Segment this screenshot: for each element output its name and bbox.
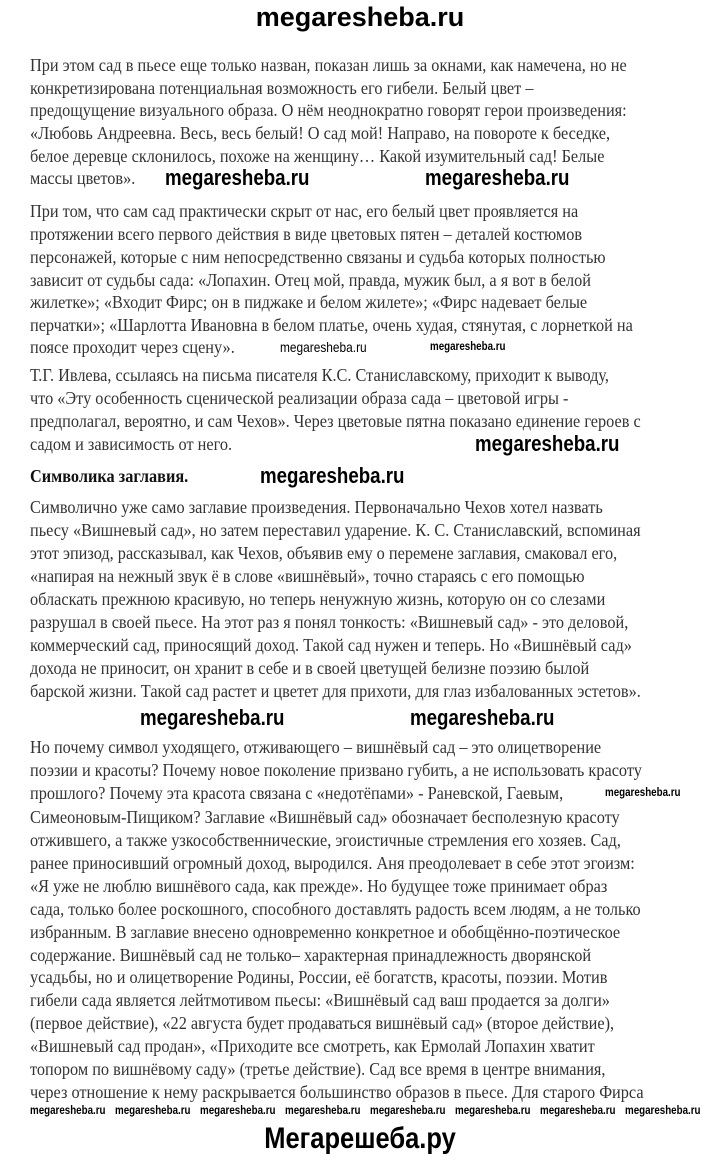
text-line: Но почему символ уходящего, отживающего – вишнёвый сад – это олицетворение xyxy=(30,737,602,757)
watermark: megaresheba.ru xyxy=(115,1105,191,1117)
text-line: (первое действие), «22 августа будет продаваться вишнёвый сад» (второе действие), xyxy=(30,1013,615,1033)
text-line: усадьбы, но и олицетворение Родины, России, её богатств, красоты, поэзии. Мотив xyxy=(30,967,608,987)
watermark: megaresheba.ru xyxy=(165,165,310,190)
text-line: что «Эту особенность сценической реализации образа сада – цветовой игры - xyxy=(30,388,569,408)
text-line: массы цветов». xyxy=(30,168,136,188)
text-line: жилетке»; «Входит Фирс; он в пиджаке и белом жилете»; «Фирс надевает белые xyxy=(30,292,588,312)
text-line: гибели сада является лейтмотивом пьесы: «Вишнёвый сад ваш продается за долги» xyxy=(30,990,610,1010)
watermark: megaresheba.ru xyxy=(140,705,285,730)
text-line: через отношение к нему раскрывается большинство образов в пьесе. Для старого Фирса xyxy=(30,1082,644,1102)
text-line: содержание. Вишнёвый сад не только– характерная принадлежность дворянской xyxy=(30,945,592,965)
text-line: избранным. В заглавие внесено одновременно конкретное и обобщённо-поэтическое xyxy=(30,922,621,942)
text-line: топором по вишнёвому саду» (третье действие). Сад все время в центре внимания, xyxy=(30,1059,606,1079)
watermark: megaresheba.ru xyxy=(280,339,367,355)
text-line: сада, только более роскошного, способного доставлять радость всем людям, а не только xyxy=(30,899,641,919)
site-title: megaresheba.ru xyxy=(255,2,465,32)
text-line: пьесу «Вишневый сад», но затем переставил ударение. К. С. Станиславский, вспоминая xyxy=(30,520,641,540)
text-line: Симеоновым-Пищиком? Заглавие «Вишнёвый сад» обозначает бесполезную красоту xyxy=(30,807,620,827)
text-line: дохода не приносит, он хранит в себе и в своей цветущей белизне поэзию былой xyxy=(30,658,590,678)
text-line: прошлого? Почему эта красота связана с «недотёпами» - Раневской, Гаевым, xyxy=(30,783,564,803)
text-line: коммерческий сад, приносящий доход. Такой сад нужен и теперь. Но «Вишнёвый сад» xyxy=(30,635,632,655)
text-line: перчатки»; «Шарлотта Ивановна в белом платье, очень худая, стянутая, с лорнеткой на xyxy=(30,315,633,335)
text-line: При том, что сам сад практически скрыт от нас, его белый цвет проявляется на xyxy=(30,201,579,221)
text-line: «Любовь Андреевна. Весь, весь белый! О сад мой! Направо, на повороте к беседке, xyxy=(30,123,611,143)
text-line: «Я уже не люблю вишнёвого сада, как прежде». Но будущее тоже принимает образ xyxy=(30,876,608,896)
text-line: садом и зависимость от него. xyxy=(30,434,233,454)
text-line: поэзии и красоты? Почему новое поколение призвано губить, а не использовать красоту xyxy=(30,760,642,780)
text-line: Т.Г. Ивлева, ссылаясь на письма писателя К.С. Станиславскому, приходит к выводу, xyxy=(30,365,609,385)
watermark: megaresheba.ru xyxy=(260,463,405,488)
watermark: megaresheba.ru xyxy=(410,705,555,730)
section-heading: Символика заглавия. xyxy=(30,466,189,486)
text-line: «Вишневый сад продан», «Приходите все смотреть, как Ермолай Лопахин хватит xyxy=(30,1036,595,1056)
text-line: белое деревце склонилось, похоже на женщину… Какой изумительный сад! Белые xyxy=(30,146,605,166)
watermark: megaresheba.ru xyxy=(200,1105,276,1117)
text-line: персонажей, которые с ним непосредственно связаны и судьба которых полностью xyxy=(30,247,606,267)
text-line: обласкать прежнюю красивую, но теперь ненужную жизнь, которую он со слезами xyxy=(30,589,606,609)
text-line: протяжении всего первого действия в виде цветовых пятен – деталей костюмов xyxy=(30,224,583,244)
text-line: поясе проходит через сцену». xyxy=(30,337,235,357)
text-line: конкретизирована потенциальная возможность его гибели. Белый цвет – xyxy=(30,78,534,98)
watermark: megaresheba.ru xyxy=(540,1105,616,1117)
text-line: зависит от судьбы сада: «Лопахин. Отец мой, правда, мужик был, а я вот в белой xyxy=(30,270,591,290)
watermark: megaresheba.ru xyxy=(625,1105,701,1117)
text-line: При этом сад в пьесе еще только назван, показан лишь за окнами, как намечена, но не xyxy=(30,55,627,75)
text-line: разрушал в своей пьесе. На этот раз я понял тонкость: «Вишневый сад» - это деловой, xyxy=(30,612,629,632)
watermark: megaresheba.ru xyxy=(370,1105,446,1117)
footer-title: Мегарешеба.ру xyxy=(264,1122,456,1155)
watermark: megaresheba.ru xyxy=(285,1105,361,1117)
text-line: «напирая на нежный звук ё в слове «вишнёвый», точно стараясь с его помощью xyxy=(30,566,585,586)
watermark: megaresheba.ru xyxy=(430,341,506,353)
watermark: megaresheba.ru xyxy=(475,431,620,456)
watermark: megaresheba.ru xyxy=(425,165,570,190)
text-line: ранее приносивший огромный доход, выродился. Аня преодолевает в себе этот эгоизм: xyxy=(30,853,635,873)
watermark: megaresheba.ru xyxy=(605,787,681,799)
watermark: megaresheba.ru xyxy=(30,1105,106,1117)
text-line: отжившего, а также узкособственнические, эгоистичные стремления его хозяев. Сад, xyxy=(30,830,621,850)
text-line: барской жизни. Такой сад растет и цветет для прихоти, для глаз избалованных эстетов». xyxy=(30,681,641,701)
text-line: предполагал, вероятно, и сам Чехов». Через цветовые пятна показано единение героев с xyxy=(30,411,641,431)
text-line: этот эпизод, рассказывал, как Чехов, объявив ему о перемене заглавия, смаковал его, xyxy=(30,543,618,563)
watermark: megaresheba.ru xyxy=(455,1105,531,1117)
text-line: Символично уже само заглавие произведения. Первоначально Чехов хотел назвать xyxy=(30,497,603,517)
text-line: предощущение визуального образа. О нём неоднократно говорят герои произведения: xyxy=(30,100,627,120)
